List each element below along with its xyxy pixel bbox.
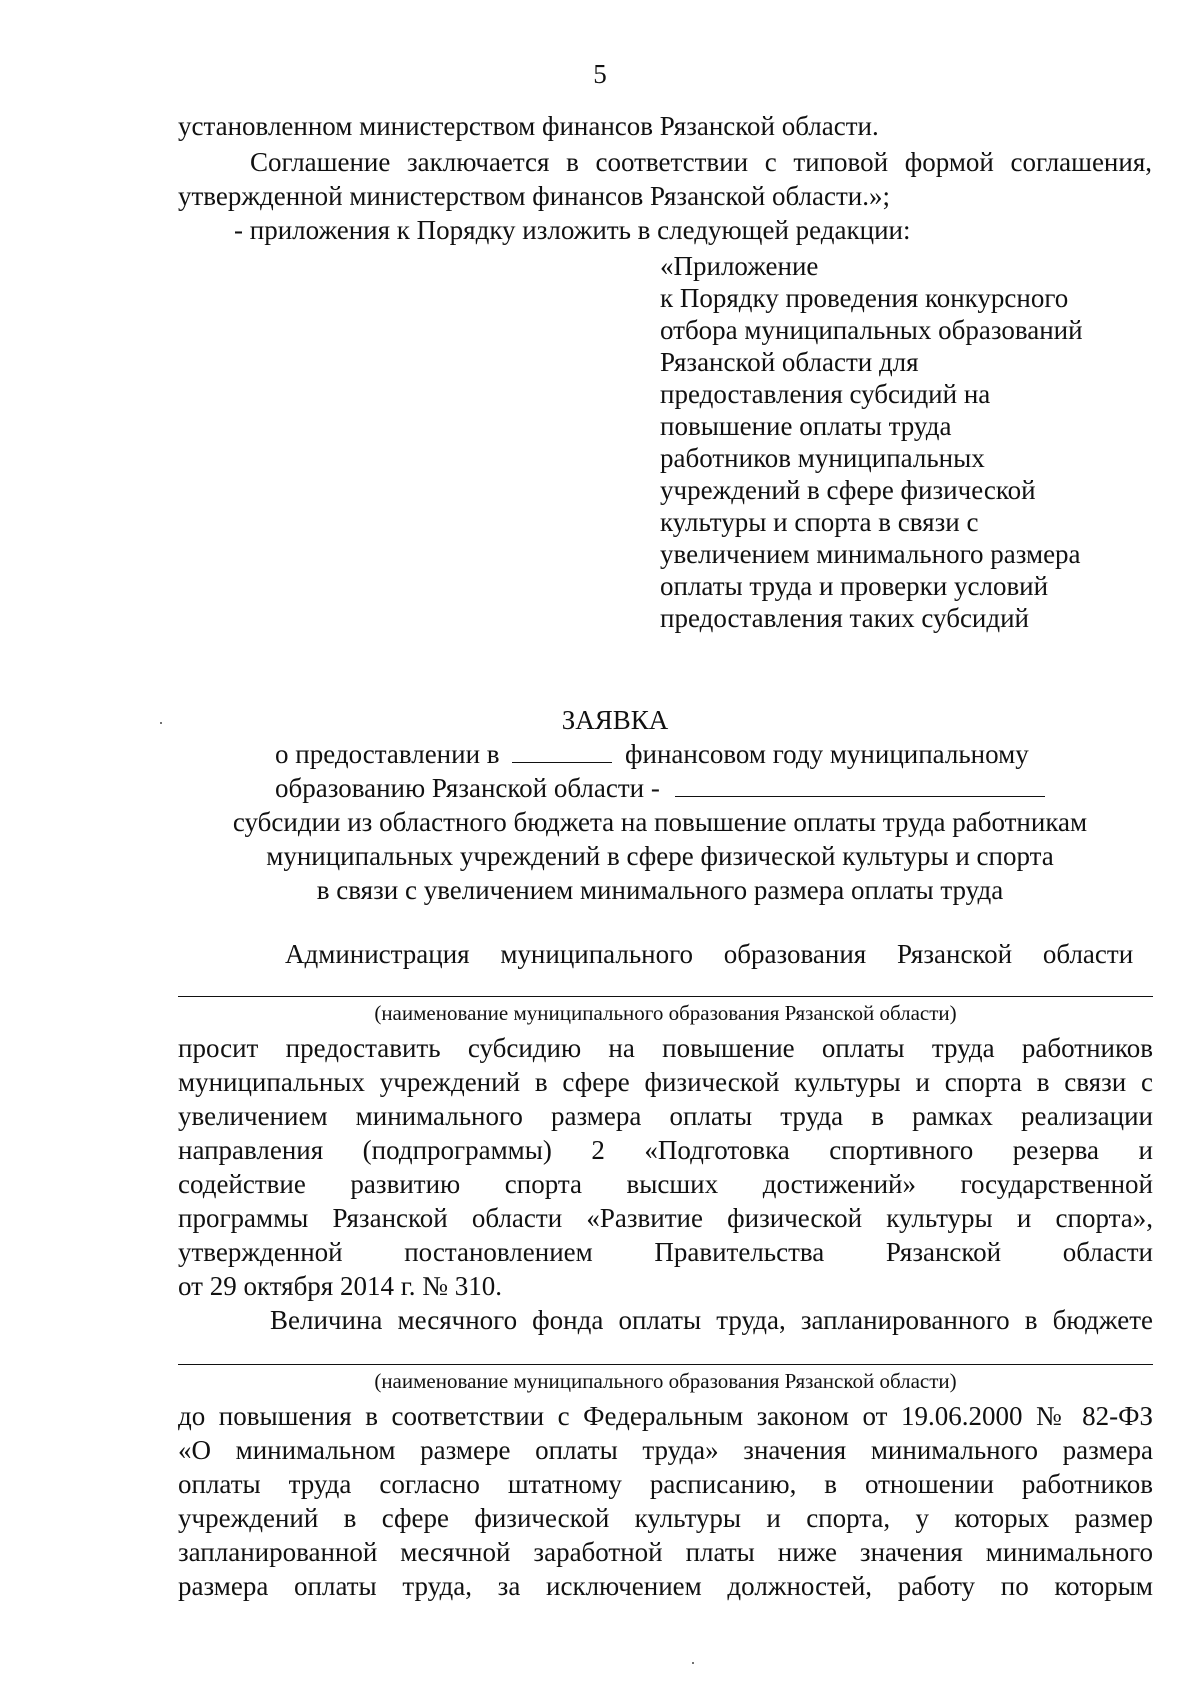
application-subtitle-1 bbox=[275, 738, 1029, 770]
appendix-line: повышение оплаты труда bbox=[660, 411, 952, 441]
appendix-line: работников муниципальных bbox=[660, 443, 985, 473]
appendix-line: «Приложение bbox=[660, 251, 819, 281]
para1-line-8: от 29 октября 2014 г. № 310. bbox=[178, 1271, 503, 1301]
para2-line-4: учреждений в сфере физической культуры и спорта, у которых размер bbox=[178, 1503, 1153, 1533]
subtitle-1-part-1: о предоставлении в bbox=[275, 739, 500, 769]
subtitle-1-part-2: финансовом году муниципальному bbox=[625, 739, 1029, 769]
appendix-line: увеличением минимального размера bbox=[660, 539, 1081, 569]
caption-municipality-1: (наименование муниципального образования Рязанской области) bbox=[374, 1001, 957, 1025]
intro-line-1: установленном министерством финансов Рязанской области. bbox=[178, 111, 879, 141]
intro-line-3: утвержденной министерством финансов Рязанской области.»; bbox=[178, 181, 890, 211]
para2-line-5: запланированной месячной заработной платы ниже значения минимального bbox=[178, 1537, 1153, 1567]
appendix-line: предоставления субсидий на bbox=[660, 379, 991, 409]
appendix-line: отбора муниципальных образований bbox=[660, 315, 1083, 345]
subtitle-2-text: образованию Рязанской области - bbox=[275, 773, 660, 803]
municipality-blank bbox=[675, 776, 1045, 797]
municipality-name-line-1 bbox=[178, 996, 1153, 997]
year-blank bbox=[512, 742, 612, 763]
caption-municipality-2: (наименование муниципального образования Рязанской области) bbox=[374, 1369, 957, 1393]
para1-line-6: программы Рязанской области «Развитие физической культуры и спорта», bbox=[178, 1203, 1153, 1233]
para1-line-1: просит предоставить субсидию на повышение оплаты труда работников bbox=[178, 1033, 1153, 1063]
para1-line-4: направления (подпрограммы) 2 «Подготовка спортивного резерва и bbox=[178, 1135, 1153, 1165]
para2-line-1: до повышения в соответствии с Федеральным законом от 19.06.2000 № 82-ФЗ bbox=[178, 1401, 1153, 1431]
page-number: 5 bbox=[593, 59, 607, 89]
appendix-line: к Порядку проведения конкурсного bbox=[660, 283, 1069, 313]
scan-speck bbox=[160, 722, 162, 724]
appendix-line: оплаты труда и проверки условий bbox=[660, 571, 1049, 601]
application-subtitle-4: муниципальных учреждений в сфере физической культуры и спорта bbox=[266, 841, 1054, 871]
para2-line-2: «О минимальном размере оплаты труда» значения минимального размера bbox=[178, 1435, 1153, 1465]
appendix-line: предоставления таких субсидий bbox=[660, 603, 1030, 633]
para2-line-3: оплаты труда согласно штатному расписанию, в отношении работников bbox=[178, 1469, 1153, 1499]
intro-line-4: - приложения к Порядку изложить в следующей редакции: bbox=[234, 215, 911, 245]
appendix-line: учреждений в сфере физической bbox=[660, 475, 1036, 505]
appendix-line: Рязанской области для bbox=[660, 347, 919, 377]
intro-line-2: Соглашение заключается в соответствии с типовой формой соглашения, bbox=[250, 147, 1152, 177]
application-subtitle-5: в связи с увеличением минимального размера оплаты труда bbox=[316, 875, 1004, 905]
scan-speck bbox=[692, 1662, 694, 1664]
municipality-name-line-2 bbox=[178, 1364, 1153, 1365]
para1-line-5: содействие развитию спорта высших достижений» государственной bbox=[178, 1169, 1153, 1199]
para2-line-6: размера оплаты труда, за исключением должностей, работу по которым bbox=[178, 1571, 1153, 1601]
para1-line-7: утвержденной постановлением Правительства Рязанской области bbox=[178, 1237, 1153, 1267]
para1-line-3: увеличением минимального размера оплаты труда в рамках реализации bbox=[178, 1101, 1153, 1131]
admin-line: Администрация муниципального образования Рязанской области bbox=[285, 939, 1134, 969]
application-title: ЗАЯВКА bbox=[561, 705, 669, 735]
application-subtitle-2 bbox=[275, 772, 1045, 804]
appendix-line: культуры и спорта в связи с bbox=[660, 507, 979, 537]
para1-line-2: муниципальных учреждений в сфере физической культуры и спорта в связи с bbox=[178, 1067, 1153, 1097]
para2-first-line: Величина месячного фонда оплаты труда, запланированного в бюджете bbox=[270, 1305, 1153, 1335]
application-subtitle-3: субсидии из областного бюджета на повышение оплаты труда работникам bbox=[232, 807, 1088, 837]
